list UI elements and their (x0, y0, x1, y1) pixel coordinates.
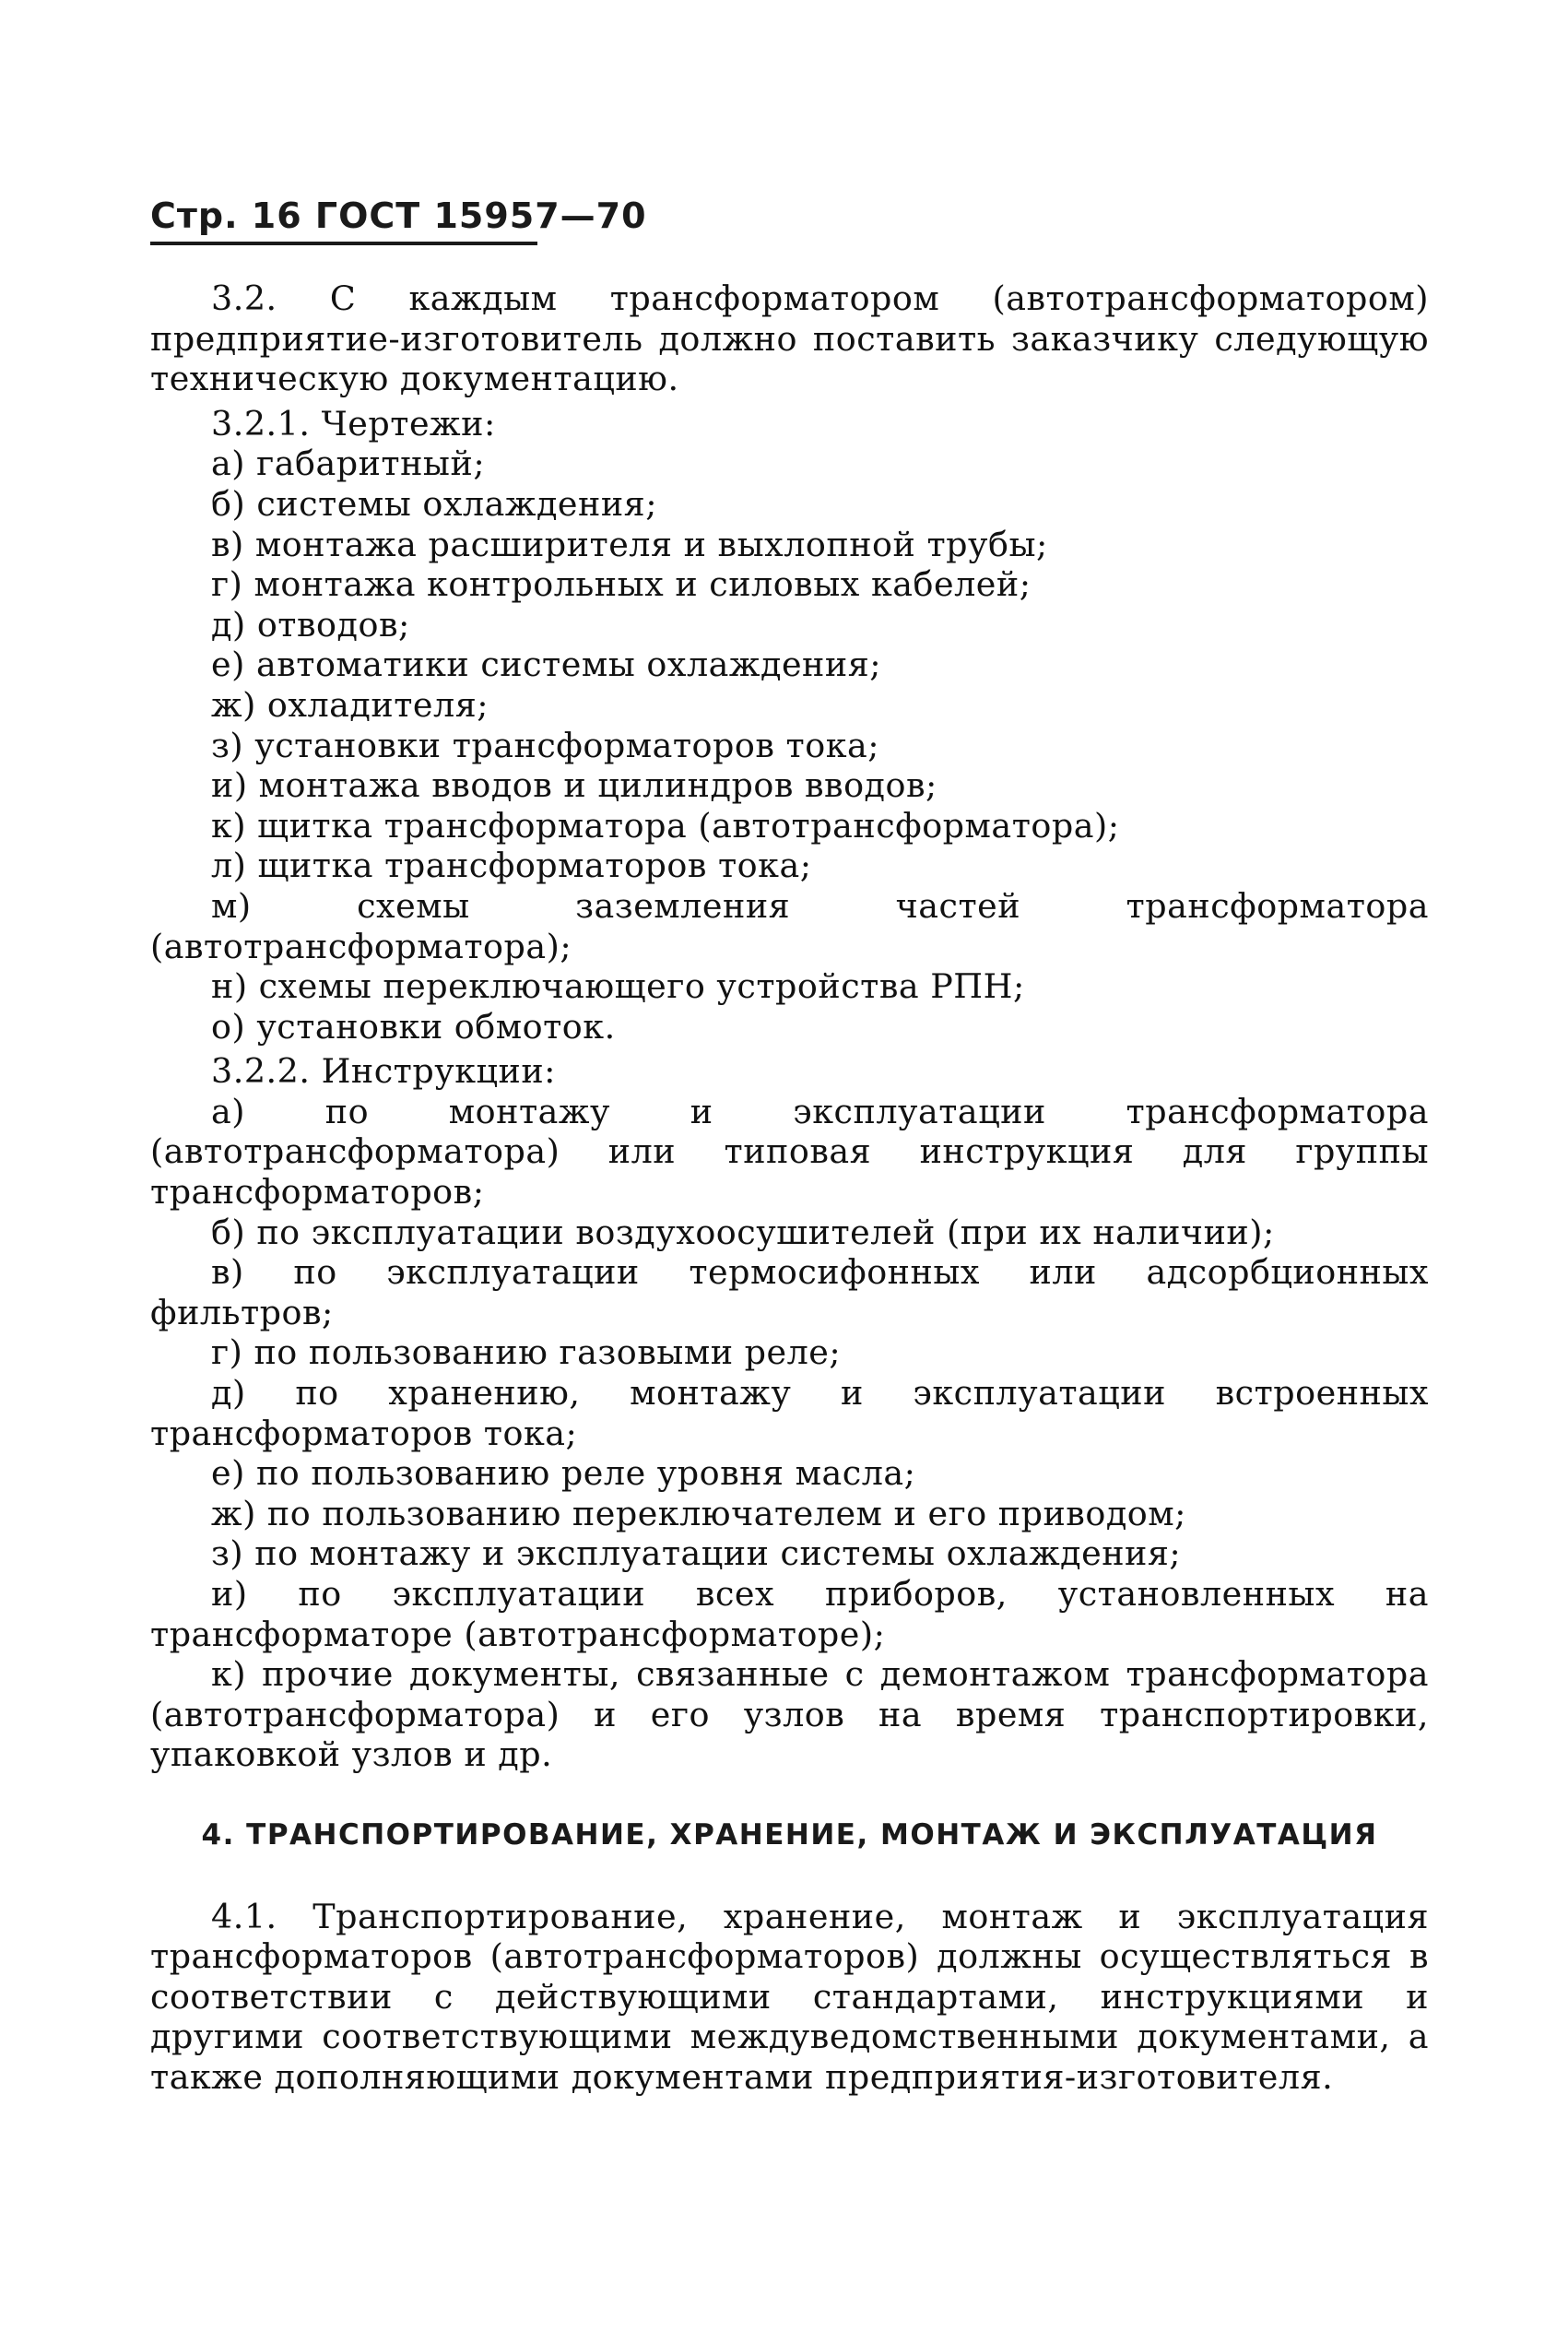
page-content (150, 278, 1429, 2098)
list-item-drawing-b: б) системы охлаждения; (211, 483, 658, 524)
list-item-drawing-a: а) габаритный; (211, 444, 486, 484)
list-item-instruction-d: д) по хранению, монтажу и эксплуатации встроенных трансформаторов тока; (150, 1373, 1429, 1453)
list-item-drawing-v: в) монтажа расширителя и выхлопной трубы; (211, 524, 1048, 564)
heading-3-2-2: 3.2.2. Инструкции: (211, 1051, 556, 1092)
section-4-heading: 4. ТРАНСПОРТИРОВАНИЕ, ХРАНЕНИЕ, МОНТАЖ И ЭКСПЛУАТАЦИЯ (201, 1817, 1378, 1852)
list-item-drawing-g: г) монтажа контрольных и силовых кабелей; (211, 564, 1032, 605)
list-item-instruction-v: в) по эксплуатации термосифонных или адсорбционных фильтров; (150, 1252, 1429, 1332)
heading-3-2-1: 3.2.1. Чертежи: (211, 403, 496, 444)
list-item-drawing-d: д) отводов; (211, 604, 410, 645)
list-item-instruction-b: б) по эксплуатации воздухоосушителей (при их наличии); (211, 1212, 1275, 1252)
list-item-instruction-g: г) по пользованию газовыми реле; (211, 1332, 842, 1373)
list-item-drawing-m: м) схемы заземления частей трансформатора (автотрансформатора); (150, 885, 1429, 966)
header-rule (150, 242, 537, 245)
list-item-drawing-l: л) щитка трансформаторов тока; (211, 846, 812, 886)
list-item-drawing-z: з) установки трансформаторов тока; (211, 725, 880, 765)
list-item-instruction-z: з) по монтажу и эксплуатации системы охлаждения; (211, 1533, 1182, 1574)
list-item-instruction-zh: ж) по пользованию переключателем и его приводом; (211, 1493, 1186, 1533)
list-item-instruction-k: к) прочие документы, связанные с демонтажом трансформатора (автотрансформатора) и его узлов на время транспортировки, упаковкой узлов и др. (150, 1654, 1429, 1775)
paragraph-4-1: 4.1. Транспортирование, хранение, монтаж и эксплуатация трансформаторов (автотрансформаторов) должны осуществляться в соответствии с действующими стандартами, инструкциями и другими соответствующими междуведомственными документами, а также дополняющими документами предприятия-изготовителя. (150, 1896, 1429, 2097)
list-item-instruction-e: е) по пользованию реле уровня масла; (211, 1453, 916, 1494)
list-item-drawing-o: о) установки обмоток. (211, 1006, 616, 1047)
list-item-drawing-i: и) монтажа вводов и цилиндров вводов; (211, 765, 937, 806)
list-item-instruction-i: и) по эксплуатации всех приборов, установленных на трансформаторе (автотрансформаторе); (150, 1574, 1429, 1654)
list-item-drawing-zh: ж) охладителя; (211, 684, 489, 725)
page-header: Стр. 16 ГОСТ 15957—70 (150, 195, 647, 236)
list-item-drawing-n: н) схемы переключающего устройства РПН; (211, 966, 1025, 1007)
list-item-drawing-e: е) автоматики системы охлаждения; (211, 645, 882, 685)
list-item-instruction-a: а) по монтажу и эксплуатации трансформатора (автотрансформатора) или типовая инструкция для группы трансформаторов; (150, 1091, 1429, 1213)
list-item-drawing-k: к) щитка трансформатора (автотрансформатора); (211, 805, 1120, 846)
paragraph-3-2: 3.2. С каждым трансформатором (автотрансформатором) предприятие-изготовитель должно поставить заказчику следующую техническую документацию. (150, 278, 1429, 399)
